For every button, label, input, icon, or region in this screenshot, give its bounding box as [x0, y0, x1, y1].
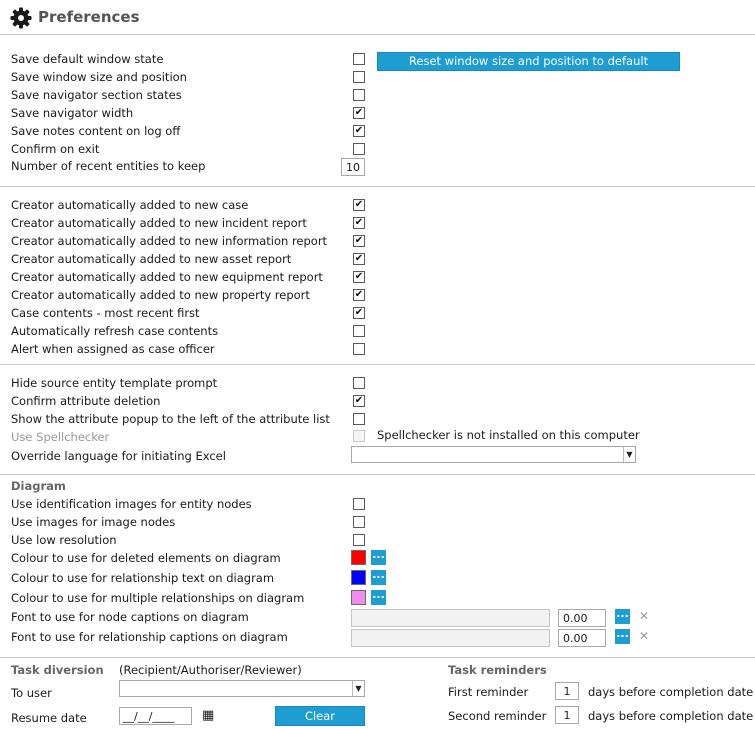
attribute-option-checkbox[interactable]	[353, 413, 365, 425]
pref-option-checkbox[interactable]: ✔	[354, 107, 364, 118]
resume-date-label: Resume date	[11, 711, 87, 725]
second-reminder-suffix: days before completion date	[588, 709, 754, 723]
divider	[0, 186, 755, 187]
case-option-checkbox[interactable]	[353, 325, 365, 337]
case-option-checkbox[interactable]: ✔	[354, 199, 364, 210]
case-option-label: Alert when assigned as case officer	[11, 342, 215, 356]
to-user-label: To user	[11, 686, 52, 700]
pref-option-checkbox[interactable]	[353, 71, 365, 83]
colour-swatch	[351, 590, 366, 605]
case-option-label: Automatically refresh case contents	[11, 324, 219, 338]
first-reminder-input[interactable]: 1	[555, 682, 579, 700]
first-reminder-label: First reminder	[448, 685, 529, 699]
recent-entities-input[interactable]: 10	[341, 158, 365, 176]
case-option-checkbox[interactable]: ✔	[354, 253, 364, 264]
page-title: Preferences	[38, 8, 140, 26]
recent-entities-label: Number of recent entities to keep	[11, 159, 206, 173]
spellchecker-label: Use Spellchecker	[11, 430, 110, 444]
gear-icon	[10, 7, 32, 29]
pref-option-label: Save navigator width	[11, 106, 134, 120]
diagram-option-label: Use low resolution	[11, 533, 117, 547]
font-name-field	[351, 629, 550, 647]
diagram-font-label: Font to use for node captions on diagram	[11, 610, 249, 624]
attribute-option-checkbox[interactable]: ✔	[354, 395, 364, 406]
diagram-colour-label: Colour to use for relationship text on diagram	[11, 571, 275, 585]
calendar-icon[interactable]: ▦	[202, 708, 215, 723]
case-option-label: Creator automatically added to new asset report	[11, 252, 292, 266]
case-option-checkbox[interactable]: ✔	[354, 271, 364, 282]
diagram-option-label: Use identification images for entity nodes	[11, 497, 252, 511]
override-language-label: Override language for initiating Excel	[11, 449, 226, 463]
close-icon[interactable]: ✕	[639, 629, 650, 643]
to-user-select[interactable]	[119, 680, 365, 697]
case-option-label: Creator automatically added to new incident report	[11, 216, 307, 230]
attribute-option-label: Show the attribute popup to the left of the attribute list	[11, 412, 330, 426]
second-reminder-input[interactable]: 1	[555, 706, 579, 724]
diagram-font-label: Font to use for relationship captions on diagram	[11, 630, 288, 644]
clear-button[interactable]: Clear	[275, 706, 365, 726]
diagram-colour-label: Colour to use for deleted elements on diagram	[11, 551, 281, 565]
override-language-select[interactable]	[351, 446, 636, 463]
resume-date-input[interactable]: __/__/____	[119, 707, 192, 725]
reset-window-button[interactable]: Reset window size and position to default	[377, 52, 680, 71]
colour-swatch	[351, 550, 366, 565]
attribute-option-checkbox[interactable]	[353, 377, 365, 389]
close-icon[interactable]: ✕	[639, 609, 650, 623]
case-option-label: Case contents - most recent first	[11, 306, 200, 320]
case-option-checkbox[interactable]: ✔	[354, 289, 364, 300]
font-size-field[interactable]: 0.00	[558, 609, 606, 627]
colour-picker-button[interactable]: ...	[371, 550, 386, 565]
divider	[0, 364, 755, 365]
colour-picker-button[interactable]: ...	[371, 570, 386, 585]
pref-option-label: Save navigator section states	[11, 88, 182, 102]
case-option-label: Creator automatically added to new case	[11, 198, 249, 212]
chevron-down-icon[interactable]: ▼	[623, 447, 635, 462]
pref-option-checkbox[interactable]	[353, 53, 365, 65]
case-option-label: Creator automatically added to new property report	[11, 288, 310, 302]
font-picker-button[interactable]: ...	[615, 629, 630, 644]
task-reminders-heading: Task reminders	[448, 663, 547, 677]
divider	[0, 657, 755, 658]
spellchecker-note: Spellchecker is not installed on this computer	[377, 428, 640, 442]
case-option-checkbox[interactable]: ✔	[354, 307, 364, 318]
task-diversion-heading: Task diversion	[11, 663, 104, 677]
diagram-option-checkbox[interactable]	[353, 498, 365, 510]
pref-option-checkbox[interactable]: ✔	[354, 125, 364, 136]
divider	[0, 474, 755, 475]
pref-option-label: Save notes content on log off	[11, 124, 181, 138]
pref-option-checkbox[interactable]	[353, 143, 365, 155]
pref-option-checkbox[interactable]	[353, 89, 365, 101]
second-reminder-label: Second reminder	[448, 709, 547, 723]
case-option-label: Creator automatically added to new information report	[11, 234, 328, 248]
diagram-option-label: Use images for image nodes	[11, 515, 176, 529]
case-option-label: Creator automatically added to new equipment report	[11, 270, 323, 284]
diagram-option-checkbox[interactable]	[353, 534, 365, 546]
attribute-option-label: Hide source entity template prompt	[11, 376, 218, 390]
first-reminder-suffix: days before completion date	[588, 685, 754, 699]
font-size-field[interactable]: 0.00	[558, 629, 606, 647]
diagram-option-checkbox[interactable]	[353, 516, 365, 528]
font-name-field	[351, 609, 550, 627]
case-option-checkbox[interactable]: ✔	[354, 235, 364, 246]
colour-swatch	[351, 570, 366, 585]
spellchecker-checkbox	[353, 430, 365, 442]
chevron-down-icon[interactable]: ▼	[352, 681, 364, 696]
task-diversion-subheading: (Recipient/Authoriser/Reviewer)	[119, 663, 302, 677]
diagram-colour-label: Colour to use for multiple relationships on diagram	[11, 591, 305, 605]
diagram-heading: Diagram	[11, 479, 66, 493]
divider	[0, 34, 755, 35]
pref-option-label: Save window size and position	[11, 70, 187, 84]
pref-option-label: Save default window state	[11, 52, 164, 66]
case-option-checkbox[interactable]	[353, 343, 365, 355]
pref-option-label: Confirm on exit	[11, 142, 100, 156]
attribute-option-label: Confirm attribute deletion	[11, 394, 161, 408]
case-option-checkbox[interactable]: ✔	[354, 217, 364, 228]
colour-picker-button[interactable]: ...	[371, 590, 386, 605]
font-picker-button[interactable]: ...	[615, 609, 630, 624]
